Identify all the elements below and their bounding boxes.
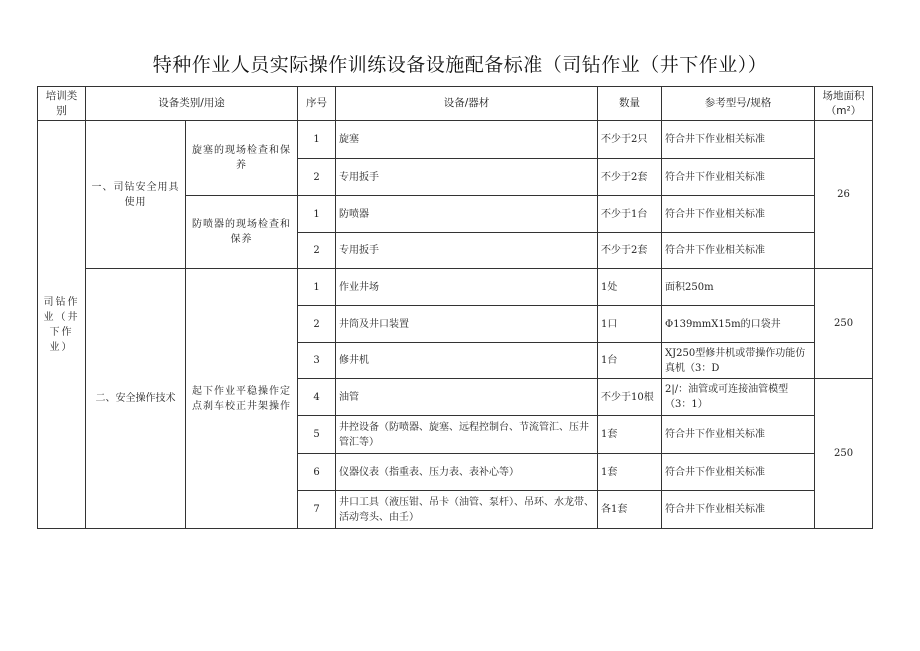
- quantity-cell: 1套: [598, 416, 662, 454]
- equipment-cell: 专用扳手: [336, 233, 598, 269]
- seq-cell: 1: [298, 196, 336, 233]
- seq-cell: 5: [298, 416, 336, 454]
- model-cell: 2|/：油管或可连接油管模型（3：1）: [662, 379, 815, 416]
- equipment-cell: 旋塞: [336, 121, 598, 159]
- seq-cell: 6: [298, 454, 336, 491]
- seq-cell: 2: [298, 306, 336, 343]
- seq-cell: 2: [298, 233, 336, 269]
- model-cell: 符合井下作业相关标准: [662, 454, 815, 491]
- seq-cell: 1: [298, 121, 336, 159]
- seq-cell: 7: [298, 491, 336, 529]
- section1-sub1: 旋塞的现场检查和保养: [186, 121, 298, 196]
- header-model: 参考型号/规格: [662, 87, 815, 121]
- section2-label: 二、安全操作技术: [86, 269, 186, 529]
- equipment-cell: 井控设备（防喷器、旋塞、远程控制台、节流管汇、压井管汇等）: [336, 416, 598, 454]
- quantity-cell: 1口: [598, 306, 662, 343]
- quantity-cell: 不少于10根: [598, 379, 662, 416]
- equipment-cell: 作业井场: [336, 269, 598, 306]
- header-seq: 序号: [298, 87, 336, 121]
- seq-cell: 2: [298, 159, 336, 196]
- quantity-cell: 不少于2套: [598, 159, 662, 196]
- seq-cell: 4: [298, 379, 336, 416]
- header-quantity: 数量: [598, 87, 662, 121]
- section2-area-b: 250: [815, 379, 873, 529]
- equipment-cell: 油管: [336, 379, 598, 416]
- model-cell: 符合井下作业相关标准: [662, 416, 815, 454]
- header-area: 场地面积（m²）: [815, 87, 873, 121]
- equipment-table: [37, 86, 873, 529]
- equipment-cell: 修井机: [336, 343, 598, 379]
- header-type-use: 设备类别/用途: [86, 87, 298, 121]
- model-cell: 符合井下作业相关标准: [662, 491, 815, 529]
- section2-area-a: 250: [815, 269, 873, 379]
- quantity-cell: 不少于2套: [598, 233, 662, 269]
- section1-label: 一、司钻安全用具使用: [86, 121, 186, 269]
- equipment-cell: 防喷器: [336, 196, 598, 233]
- model-cell: 符合井下作业相关标准: [662, 159, 815, 196]
- model-cell: 面积250m: [662, 269, 815, 306]
- header-equipment: 设备/器材: [336, 87, 598, 121]
- quantity-cell: 1台: [598, 343, 662, 379]
- section2-sub: 起下作业平稳操作定点刹车校正井架操作: [186, 269, 298, 529]
- model-cell: 符合井下作业相关标准: [662, 121, 815, 159]
- equipment-cell: 仪器仪表（指重表、压力表、表补心等）: [336, 454, 598, 491]
- quantity-cell: 1处: [598, 269, 662, 306]
- model-cell: XJ250型修井机或带操作功能仿真机（3：D: [662, 343, 815, 379]
- equipment-cell: 专用扳手: [336, 159, 598, 196]
- equipment-cell: 井筒及井口装置: [336, 306, 598, 343]
- quantity-cell: 不少于2只: [598, 121, 662, 159]
- quantity-cell: 各1套: [598, 491, 662, 529]
- header-category: 培训类别: [38, 87, 86, 121]
- model-cell: 符合井下作业相关标准: [662, 196, 815, 233]
- section1-area: 26: [815, 121, 873, 269]
- quantity-cell: 1套: [598, 454, 662, 491]
- category-cell: 司钻作业（井下作业）: [38, 121, 86, 529]
- model-cell: Φ139mmX15m的口袋井: [662, 306, 815, 343]
- seq-cell: 3: [298, 343, 336, 379]
- seq-cell: 1: [298, 269, 336, 306]
- header-row: [38, 87, 873, 121]
- table-row: [38, 269, 873, 306]
- section1-sub2: 防喷器的现场检查和保养: [186, 196, 298, 269]
- quantity-cell: 不少于1台: [598, 196, 662, 233]
- table-row: [38, 121, 873, 159]
- model-cell: 符合井下作业相关标准: [662, 233, 815, 269]
- page-title: 特种作业人员实际操作训练设备设施配备标准（司钻作业（井下作业））: [152, 54, 768, 76]
- equipment-cell: 井口工具（液压钳、吊卡（油管、泵杆）、吊环、水龙带、活动弯头、由壬）: [336, 491, 598, 529]
